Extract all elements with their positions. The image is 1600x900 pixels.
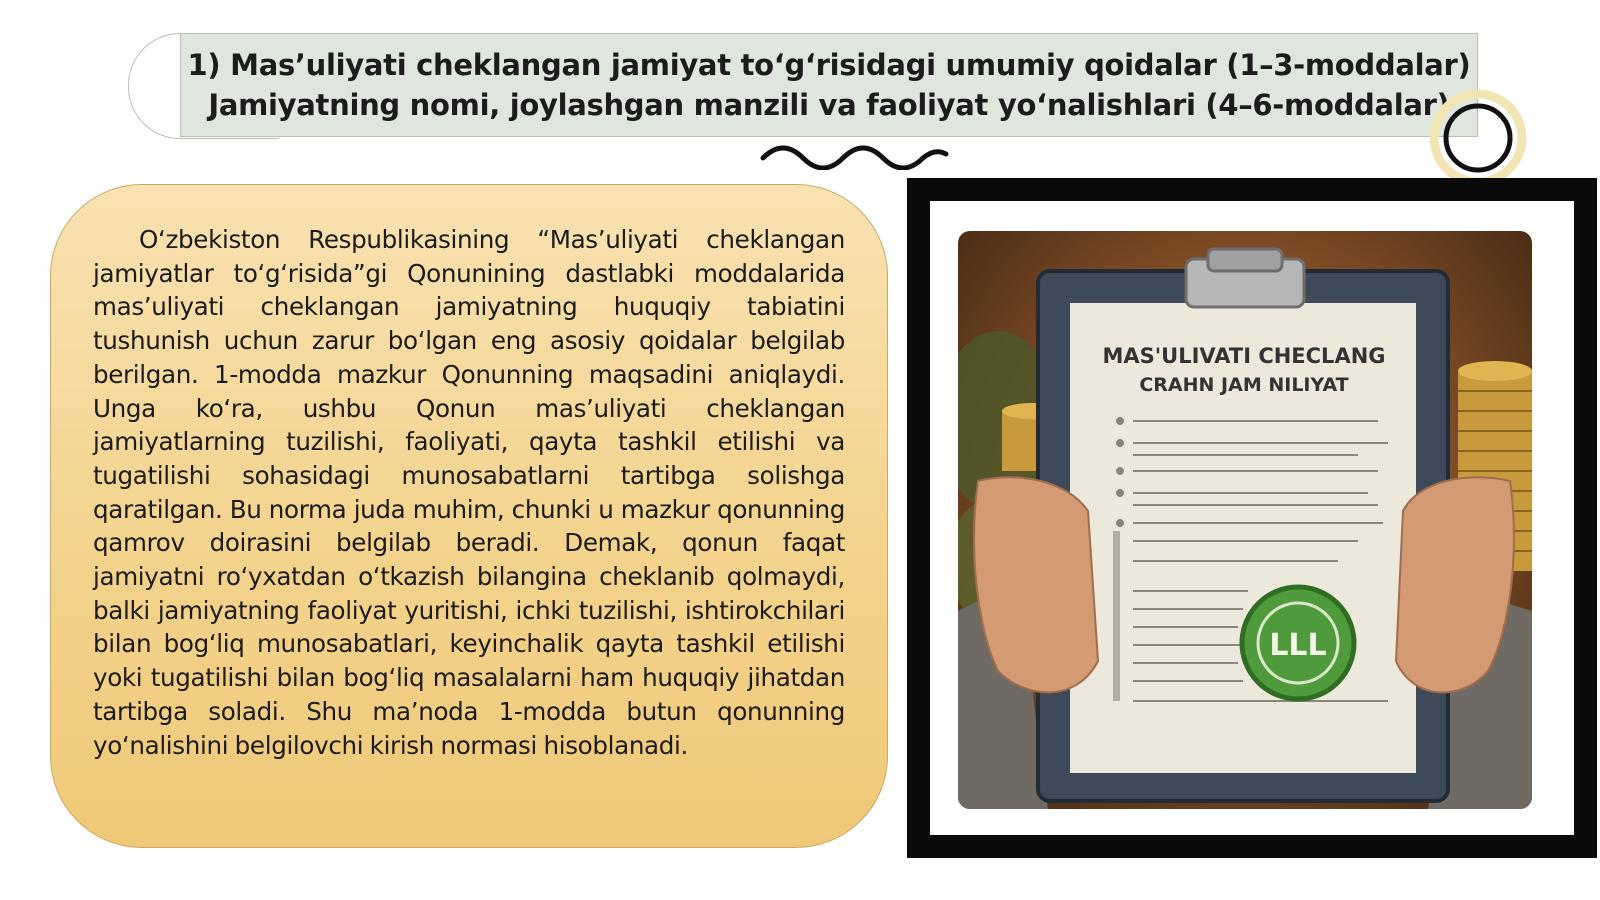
seal-stamp-icon xyxy=(1242,587,1354,699)
document-heading-line-2: CRAHN JAM NILIYAT xyxy=(1139,374,1349,396)
clipboard-illustration xyxy=(958,231,1532,809)
document-heading-line-1: MAS'ULIVATI CHECLANG xyxy=(1102,344,1386,368)
clipboard-document-icon xyxy=(958,231,1532,809)
title-banner xyxy=(180,33,1478,137)
picture-frame-inner xyxy=(925,196,1579,840)
squiggle-decoration-icon xyxy=(760,140,950,170)
text-panel xyxy=(50,184,888,848)
body-paragraph: O‘zbekiston Respublikasining “Mas’uliyati cheklangan jamiyatlar to‘g‘risida”gi Qonunining dastlabki moddalarida mas’uliyati cheklangan jamiyatning huquqiy tabiatini tushunish uchun zarur bo‘lgan eng asosiy qoidalar belgilab berilgan. 1-modda mazkur Qonunning maqsadini aniqlaydi. Unga ko‘ra, ushbu Qonun mas’uliyati cheklangan jamiyatlarning tuzilishi, faoliyati, qayta tashkil etilishi va tugatilishi sohasidagi munosabatlarni tartibga solishga qaratilgan. Bu norma juda muhim, chunki u mazkur qonunning qamrov doirasini belgilab beradi. Demak, qonun faqat jamiyatni ro‘yxatdan o‘tkazish bilangina cheklanib qolmaydi, balki jamiyatning faoliyat yuritishi, ichki tuzilishi, ishtirokchilari bilan bog‘liq munosabatlari, keyinchalik qayta tashkil etilishi yoki tugatilishi bilan bog‘liq masalalarni ham huquqiy jihatdan tartibga soladi. Shu ma’noda 1-modda butun qonunning yo‘nalishini belgilovchi kirish normasi hisoblanadi. xyxy=(93,225,845,760)
seal-text: LLL xyxy=(1269,628,1327,663)
picture-frame xyxy=(907,178,1597,858)
title-line-2: Jamiyatning nomi, joylashgan manzili va faoliyat yo‘nalishlari (4–6-moddalar) xyxy=(208,88,1450,122)
title-line-1: 1) Mas’uliyati cheklangan jamiyat to‘g‘risidagi umumiy qoidalar (1–3-moddalar) xyxy=(187,48,1471,82)
